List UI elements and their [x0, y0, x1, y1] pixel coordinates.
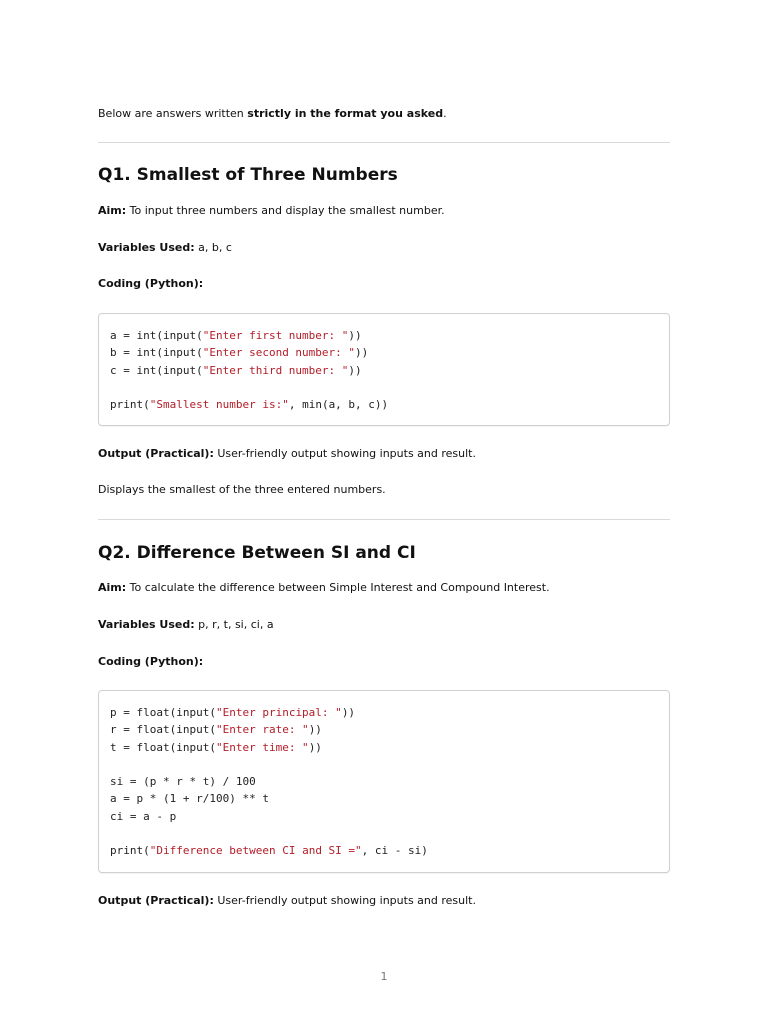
code-text: , min(a, b, c))	[288, 398, 389, 412]
q2-coding-label	[98, 654, 203, 670]
intro-prefix: Below are answers written	[98, 107, 248, 120]
q1-vars-label: Variables Used:	[98, 241, 195, 254]
code-line	[110, 396, 388, 413]
q2-aim-text: To calculate the difference between Simple Interest and Compound Interest.	[126, 581, 550, 594]
q1-aim-text: To input three numbers and display the smallest number.	[126, 204, 445, 217]
code-line	[110, 808, 428, 825]
code-text: ))	[348, 329, 362, 342]
code-text: , ci - si)	[361, 844, 428, 858]
q2-code-lines	[110, 704, 428, 860]
code-text: a = int(input(	[110, 329, 203, 342]
q2-coding-label-text: Coding (Python):	[98, 655, 204, 668]
code-text: a = p * (1 + r/100) ** t	[110, 792, 269, 806]
q1-output-text: User-friendly output showing inputs and result.	[213, 447, 476, 460]
q1-result: Displays the smallest of the three entered numbers.	[98, 483, 386, 496]
code-line	[110, 379, 388, 396]
page-number: 1	[380, 970, 388, 983]
code-line	[110, 704, 428, 721]
code-string: "Enter first number: "	[202, 329, 349, 342]
q2-code-block	[98, 690, 670, 873]
code-text: ))	[355, 346, 369, 360]
q2-aim	[98, 580, 550, 596]
code-line	[110, 739, 428, 756]
code-text: p = float(input(	[110, 706, 216, 719]
q1-code-lines	[110, 327, 388, 413]
q1-variables	[98, 240, 232, 256]
code-string: "Enter third number: "	[202, 363, 349, 377]
code-line	[110, 773, 428, 790]
code-line	[110, 327, 388, 344]
q2-output	[98, 893, 476, 909]
code-line	[110, 344, 388, 361]
q1-aim-label: Aim:	[98, 204, 127, 217]
code-string: "Smallest number is:"	[149, 398, 289, 412]
code-text: si = (p * r * t) / 100	[110, 775, 256, 789]
q2-vars-text: p, r, t, si, ci, a	[194, 618, 274, 631]
q1-coding-label	[98, 276, 203, 292]
code-text: ))	[308, 740, 322, 754]
code-text: ci = a - p	[110, 809, 177, 823]
q1-code-block	[98, 313, 670, 426]
q1-output-label: Output (Practical):	[98, 447, 214, 460]
divider	[98, 142, 670, 143]
code-line	[110, 721, 428, 738]
divider	[98, 519, 670, 520]
code-string: "Difference between CI and SI ="	[149, 844, 362, 858]
q1-coding-label-text: Coding (Python):	[98, 277, 204, 290]
code-line	[110, 825, 428, 842]
q2-output-text: User-friendly output showing inputs and result.	[213, 894, 476, 907]
code-text: print(	[110, 398, 150, 412]
code-text: ))	[341, 706, 356, 719]
q1-vars-text: a, b, c	[194, 241, 232, 254]
code-text: print(	[110, 844, 150, 858]
q2-variables	[98, 617, 274, 633]
q1-aim	[98, 203, 445, 219]
code-text: ))	[308, 723, 322, 737]
q2-aim-label: Aim:	[98, 581, 127, 594]
code-text: t = float(input(	[110, 740, 216, 754]
code-string: "Enter time: "	[215, 740, 309, 754]
intro-bold: strictly in the format you asked	[247, 107, 444, 120]
code-text: r = float(input(	[110, 723, 216, 737]
q1-title: Q1. Smallest of Three Numbers	[98, 165, 398, 185]
code-line	[110, 362, 388, 379]
code-string: "Enter second number: "	[202, 346, 356, 360]
code-text: c = int(input(	[110, 363, 203, 377]
q1-output	[98, 446, 476, 462]
code-line	[110, 842, 428, 859]
q2-title: Q2. Difference Between SI and CI	[98, 543, 416, 563]
intro-suffix: .	[443, 107, 447, 120]
code-text: b = int(input(	[110, 346, 203, 360]
code-string: "Enter rate: "	[215, 723, 309, 737]
q2-vars-label: Variables Used:	[98, 618, 195, 631]
intro-text	[98, 106, 447, 122]
code-string: "Enter principal: "	[215, 706, 342, 719]
code-text: ))	[348, 363, 362, 377]
code-line	[110, 756, 428, 773]
code-line	[110, 790, 428, 807]
q2-output-label: Output (Practical):	[98, 894, 214, 907]
